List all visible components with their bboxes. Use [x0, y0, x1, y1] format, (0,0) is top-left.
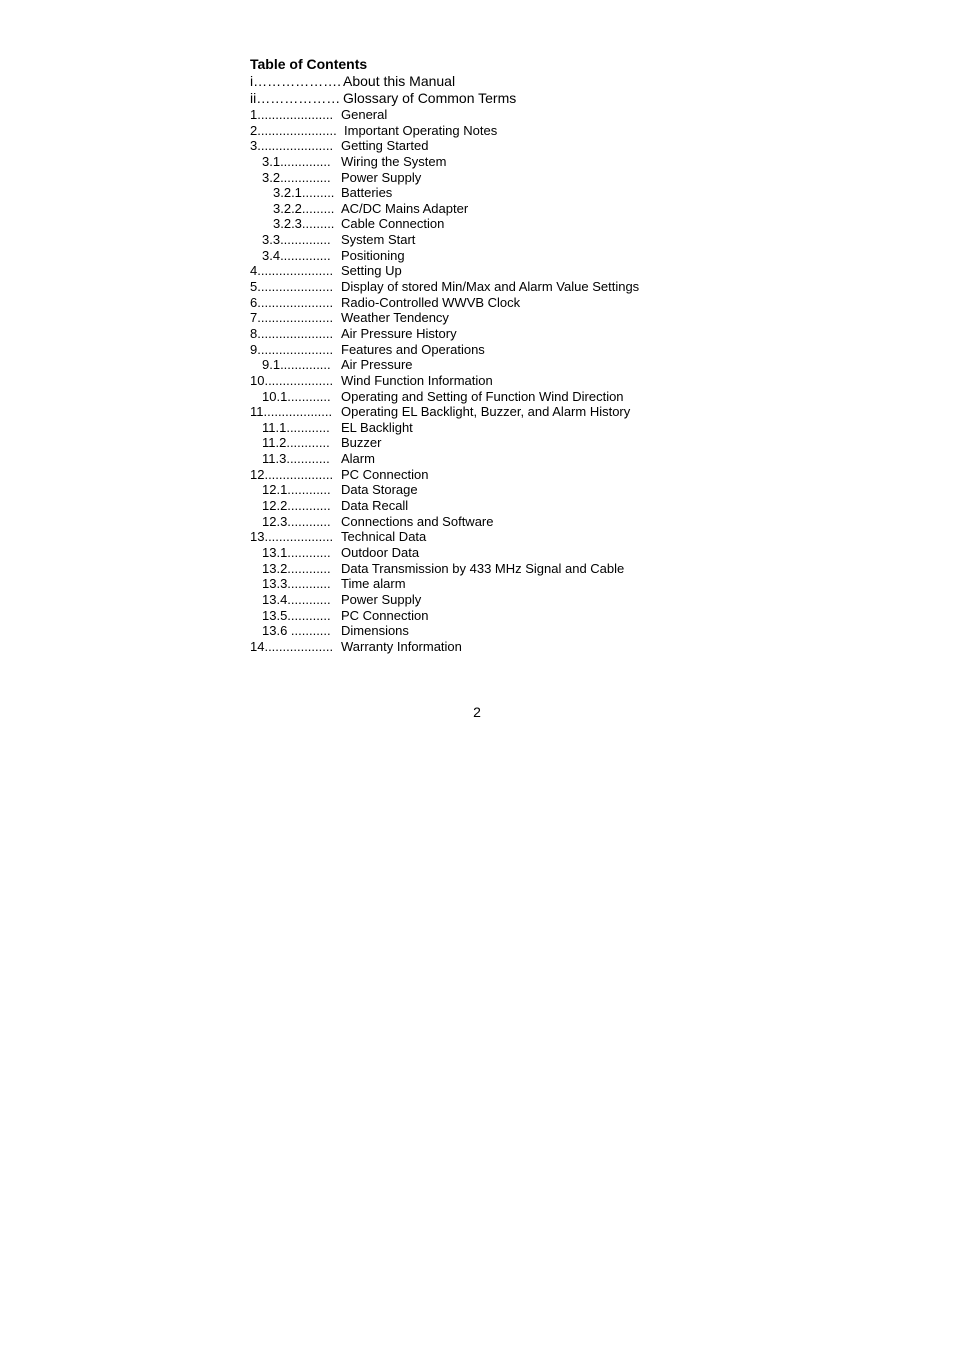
- toc-entry-title: PC Connection: [341, 607, 429, 623]
- toc-entry-title: Radio-Controlled WWVB Clock: [341, 294, 521, 310]
- toc-entry-number: 13.1............: [262, 544, 331, 560]
- toc-entry: [250, 216, 710, 232]
- toc-entry-number: 13...................: [250, 529, 334, 545]
- toc-entry-title: Display of stored Min/Max and Alarm Value Settings: [341, 279, 640, 295]
- toc-entry: [250, 138, 710, 154]
- toc-entry: [250, 514, 710, 530]
- toc-entry-number: 10.1............: [262, 388, 331, 404]
- toc-entry-title: Air Pressure History: [341, 325, 457, 341]
- toc-entry: [250, 123, 710, 139]
- toc-entry-list: [250, 73, 710, 654]
- toc-entry-title: System Start: [341, 232, 416, 248]
- toc-entry-number: 8.....................: [250, 325, 334, 341]
- toc-entry-title: Operating EL Backlight, Buzzer, and Alarm History: [341, 404, 631, 420]
- toc-entry-title: Data Transmission by 433 MHz Signal and Cable: [341, 560, 625, 576]
- toc-entry-number: 9.....................: [250, 341, 334, 357]
- toc-entry-title: Setting Up: [341, 263, 402, 279]
- toc-entry: [250, 90, 710, 107]
- toc-entry-number: 12.2............: [262, 498, 331, 514]
- toc-entry: [250, 420, 710, 436]
- toc-entry: [250, 170, 710, 186]
- toc-entry: [250, 326, 710, 342]
- toc-entry-number: 13.3............: [262, 576, 331, 592]
- toc-entry-title: Data Storage: [341, 482, 418, 498]
- toc-entry: [250, 232, 710, 248]
- toc-entry-title: Weather Tendency: [341, 310, 449, 326]
- toc-entry-title: Buzzer: [341, 435, 382, 451]
- toc-entry-number: 11.1............: [262, 419, 330, 435]
- toc-entry-number: 2......................: [250, 122, 337, 138]
- toc-entry: [250, 498, 710, 514]
- toc-entry-title: About this Manual: [343, 73, 456, 89]
- toc-entry-number: 3.4..............: [262, 247, 331, 263]
- toc-entry-title: Glossary of Common Terms: [343, 90, 517, 106]
- toc-entry-number: 13.5............: [262, 607, 331, 623]
- toc-entry-title: Outdoor Data: [341, 544, 420, 560]
- toc-entry-number: ii………………: [250, 90, 341, 106]
- toc-entry-number: 12.1............: [262, 482, 331, 498]
- toc-entry: [250, 545, 710, 561]
- table-of-contents: [250, 56, 710, 654]
- toc-entry: [250, 295, 710, 311]
- toc-entry-number: 3.2.1.........: [273, 185, 335, 201]
- toc-entry-title: Data Recall: [341, 498, 409, 514]
- toc-entry-number: 6.....................: [250, 294, 334, 310]
- toc-entry-number: 4.....................: [250, 263, 334, 279]
- toc-entry-number: 11...................: [250, 404, 333, 420]
- toc-entry-number: 9.1..............: [262, 357, 331, 373]
- toc-title: Table of Contents: [250, 56, 368, 72]
- page-number: 2: [473, 704, 481, 720]
- toc-entry-title: Time alarm: [341, 576, 406, 592]
- toc-entry: [250, 435, 710, 451]
- toc-entry-title: PC Connection: [341, 466, 429, 482]
- toc-entry: [250, 154, 710, 170]
- toc-entry: [250, 310, 710, 326]
- toc-entry-number: 12.3............: [262, 513, 331, 529]
- toc-entry: [250, 279, 710, 295]
- toc-entry-number: 3.1..............: [262, 153, 331, 169]
- toc-entry: [250, 529, 710, 545]
- toc-entry-title: Dimensions: [341, 623, 409, 639]
- toc-entry-number: 3.3..............: [262, 232, 331, 248]
- toc-entry: [250, 373, 710, 389]
- toc-entry-number: 3.2..............: [262, 169, 331, 185]
- toc-entry-title: Connections and Software: [341, 513, 494, 529]
- toc-entry: [250, 357, 710, 373]
- toc-entry-title: General: [341, 107, 388, 122]
- toc-entry: [250, 482, 710, 498]
- toc-entry-title: Batteries: [341, 185, 393, 201]
- toc-entry: [250, 389, 710, 405]
- toc-entry-title: Getting Started: [341, 138, 429, 154]
- toc-entry: [250, 404, 710, 420]
- toc-entry: [250, 623, 710, 639]
- toc-entry-title: Technical Data: [341, 529, 427, 545]
- toc-entry: [250, 263, 710, 279]
- toc-entry-title: Important Operating Notes: [344, 122, 498, 138]
- toc-entry-title: Power Supply: [341, 169, 422, 185]
- toc-entry: [250, 576, 710, 592]
- toc-entry-title: Cable Connection: [341, 216, 445, 232]
- toc-entry-number: 1.....................: [250, 107, 334, 122]
- toc-entry-title: Wind Function Information: [341, 372, 493, 388]
- toc-entry-number: 11.2............: [262, 435, 330, 451]
- toc-entry-number: 14...................: [250, 638, 334, 654]
- toc-entry: [250, 467, 710, 483]
- toc-entry: [250, 561, 710, 577]
- toc-entry: [250, 639, 710, 655]
- toc-entry: [250, 451, 710, 467]
- toc-entry-number: 13.2............: [262, 560, 331, 576]
- toc-entry-number: 5.....................: [250, 279, 334, 295]
- toc-entry-title: Power Supply: [341, 591, 422, 607]
- toc-entry-number: i……………….: [250, 73, 341, 89]
- toc-entry: [250, 248, 710, 264]
- toc-entry: [250, 201, 710, 217]
- toc-entry: [250, 608, 710, 624]
- toc-entry-title: Air Pressure: [341, 357, 413, 373]
- toc-entry-title: Warranty Information: [341, 638, 462, 654]
- toc-entry-title: EL Backlight: [341, 419, 413, 435]
- toc-entry: [250, 73, 710, 90]
- toc-entry-title: Positioning: [341, 247, 405, 263]
- toc-entry-number: 3.2.3.........: [273, 216, 335, 232]
- toc-entry-title: Wiring the System: [341, 153, 447, 169]
- toc-entry-number: 3.....................: [250, 138, 334, 154]
- toc-entry: [250, 342, 710, 358]
- toc-entry-number: 12...................: [250, 466, 334, 482]
- toc-entry: [250, 107, 710, 123]
- toc-entry-number: 11.3............: [262, 451, 330, 467]
- toc-entry-number: 7.....................: [250, 310, 334, 326]
- toc-entry-number: 13.4............: [262, 591, 331, 607]
- toc-entry-number: 3.2.2.........: [273, 200, 335, 216]
- toc-entry-title: Features and Operations: [341, 341, 485, 357]
- toc-entry: [250, 185, 710, 201]
- toc-entry-number: 13.6 ...........: [262, 623, 331, 639]
- toc-entry-title: Operating and Setting of Function Wind Direction: [341, 388, 624, 404]
- toc-entry-title: Alarm: [341, 451, 375, 467]
- toc-entry-number: 10...................: [250, 372, 334, 388]
- toc-entry-title: AC/DC Mains Adapter: [341, 200, 469, 216]
- toc-entry: [250, 592, 710, 608]
